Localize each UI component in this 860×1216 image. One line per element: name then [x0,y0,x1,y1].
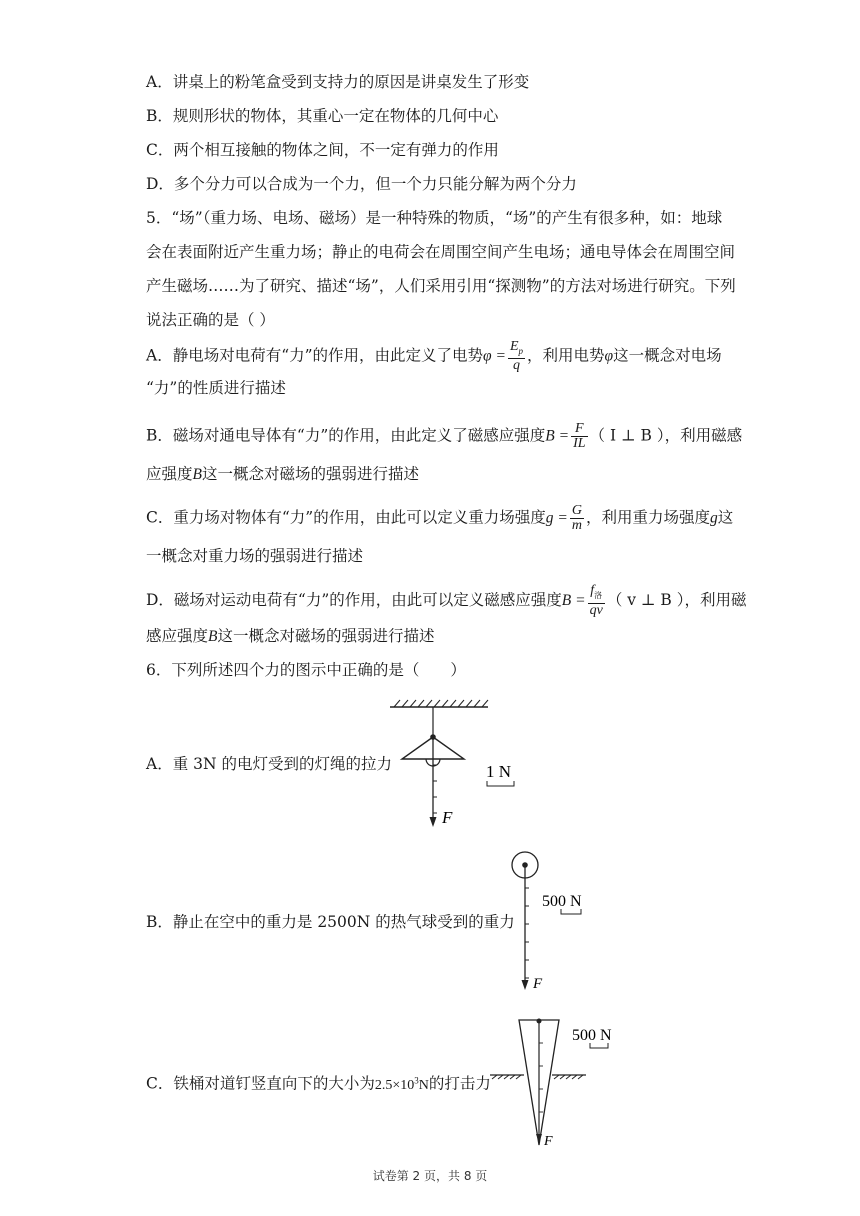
q6-a-scale-label: 1 N [486,762,512,781]
q5-d-fraction [588,584,605,618]
q5-b-lhs: B = [545,427,570,445]
q5-option-a-line-2: “力”的性质进行描述 [146,379,286,397]
q5-a-lhs: φ = [483,347,506,365]
q6-stem: 6．下列所述四个力的图示中正确的是（ ） [146,661,466,679]
q6-option-a: A．重 3N 的电灯受到的灯绳的拉力 [146,755,392,773]
q5-c-num: G [571,503,582,518]
q5-d-lhs: B = [561,591,586,609]
q5-b-fraction [571,422,587,451]
q5-option-c-line-2: 一概念对重力场的强弱进行描述 [146,547,364,565]
q5-c-sym: g [709,509,718,527]
q5-b-num: F [571,422,587,437]
q5-c-den: m [571,518,582,533]
q6-a-force-label: F [442,808,453,827]
q6-b-force-label: F [533,976,543,992]
q5-option-c [146,504,733,533]
q5-option-d [146,584,747,618]
q5-c-text: C．重力场对物体有“力”的作用，由此可以定义重力场强度 [146,508,546,527]
q4-option-c: C．两个相互接触的物体之间，不一定有弹力的作用 [146,141,499,159]
q6-b-figure [505,848,625,998]
q5-a-post: ，利用电势 [527,346,605,365]
q4-option-d: D．多个分力可以合成为一个力，但一个力只能分解为两个分力 [146,175,577,193]
q5-a-den: q [513,357,520,373]
q5-a-text: A．静电场对电荷有“力”的作用，由此定义了电势 [146,346,484,365]
q6-c-text-pre: C．铁桶对道钉竖直向下的大小为 [146,1074,375,1093]
q4-option-a: A．讲桌上的粉笔盒受到支持力的原因是讲桌发生了形变 [146,73,530,91]
q5-b-den: IL [573,436,586,451]
q6-a-figure [380,695,510,835]
q6-c-figure [488,1015,628,1155]
q6-c-mantissa: 2.5×10 [374,1077,415,1093]
arrow-head-icon [522,980,529,990]
page-footer: 试卷第 2 页，共 8 页 [372,1169,488,1183]
q5-option-a [146,340,722,373]
q6-c-exponent: 3 [414,1075,419,1085]
q5-d-line2-sym: B [208,628,218,645]
q5-b-cond: （ I ⊥ B ），利用磁感 [589,426,743,445]
q5-d-line2-post: 这一概念对磁场的强弱进行描述 [217,627,435,645]
q5-stem-line-4: 说法正确的是（ ） [146,311,275,329]
q5-c-post2: 这 [717,508,734,527]
q5-a-num-sub: p [518,345,524,356]
q5-option-b [146,422,742,451]
q6-a-scale-bar [487,781,514,786]
q5-stem-line-3: 产生磁场……为了研究、描述“场”，人们采用引用“探测物”的方法对场进行研究。下列 [146,277,736,295]
ceiling-icon [390,700,488,707]
q5-d-num-sub: 洛 [594,590,603,600]
q5-c-fraction [570,504,584,533]
q5-b-line2-pre: 应强度 [146,465,193,483]
q5-a-post2: 这一概念对电场 [613,346,722,365]
q5-a-sym: φ [604,347,614,365]
q6-option-c [146,1070,491,1096]
q5-a-fraction [508,340,525,373]
q5-a-num: E [509,339,519,354]
q5-option-b-line-2 [146,464,419,485]
q5-b-text: B．磁场对通电导体有“力”的作用，由此定义了磁感应强度 [146,426,546,445]
q5-b-line2-post: 这一概念对磁场的强弱进行描述 [201,465,419,483]
q5-option-d-line-2 [146,626,435,647]
q6-c-value [374,1075,429,1093]
q5-d-line2-pre: 感应强度 [146,627,209,645]
q6-c-force-label: F [544,1134,553,1149]
q5-d-cond: （ v ⊥ B ），利用磁 [606,590,747,609]
q5-stem-line-1: 5．“场”（重力场、电场、磁场）是一种特殊的物质，“场”的产生有很多种，如：地球 [146,209,723,227]
q6-c-text-post: 的打击力 [428,1074,491,1093]
q6-c-unit: N [418,1077,429,1093]
q5-c-lhs: g = [545,509,568,527]
q5-b-line2-sym: B [192,466,202,483]
q4-option-b: B．规则形状的物体，其重心一定在物体的几何中心 [146,107,499,125]
q6-c-scale-label: 500 N [572,1027,612,1044]
q5-d-num: f [590,583,595,598]
q5-d-text: D．磁场对运动电荷有“力”的作用，由此可以定义磁感应强度 [146,590,562,609]
q6-b-scale-label: 500 N [542,893,582,910]
q5-d-den: qv [589,602,603,618]
q6-option-b: B．静止在空中的重力是 2500N 的热气球受到的重力 [146,913,515,931]
arrow-head-icon [430,817,437,827]
q5-c-post: ，利用重力场强度 [585,508,710,527]
arrow-head-icon [536,1134,542,1143]
force-origin-dot [537,1019,542,1024]
q5-stem-line-2: 会在表面附近产生重力场；静止的电荷会在周围空间产生电场；通电导体会在周围空间 [146,243,736,261]
